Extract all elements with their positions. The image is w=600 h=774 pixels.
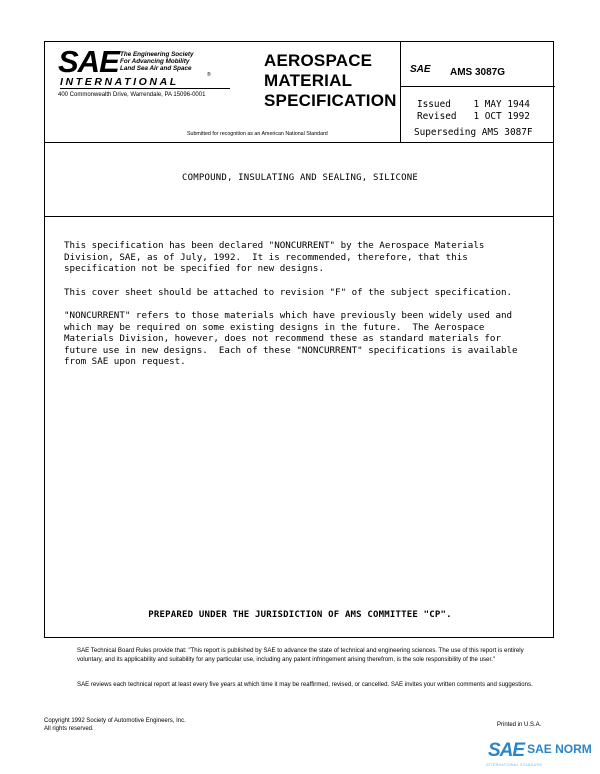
body-paragraph: This cover sheet should be attached to revision "F" of the subject specification. <box>64 287 513 298</box>
body-paragraph: "NONCURRENT" refers to those materials which have previously been widely used and which may be required on some existing designs in the future. The Aerospace Materials Division, however, does not recommend these as standard materials for future use in new designs. Each of these "NONCURRENT" specifications is available from SAE upon request. <box>64 310 518 368</box>
ams-number: AMS 3087G <box>450 67 506 78</box>
issued-date: 1 MAY 1944 <box>473 99 530 110</box>
header-divider <box>400 42 401 142</box>
title-line: MATERIAL <box>264 71 353 90</box>
subject-divider <box>44 216 554 217</box>
logo-underline <box>60 88 230 89</box>
logo-tagline <box>120 51 193 72</box>
watermark-norm: SAE NORM <box>527 742 592 756</box>
sae-mark-small: SAE <box>410 64 431 75</box>
issue-dates <box>417 99 530 123</box>
printed-in: Printed in U.S.A. <box>497 722 542 728</box>
subject-title: COMPOUND, INSULATING AND SEALING, SILICONE <box>182 173 418 183</box>
logo-international: INTERNATIONAL <box>60 76 179 88</box>
registered-mark: ® <box>207 72 211 78</box>
review-note: SAE reviews each technical report at least every five years at which time it may be reaffirmed, revised, or cancelled. SAE invites your written comments and suggestions. <box>77 681 533 688</box>
logo-tagline-line: The Engineering Society <box>120 51 194 58</box>
sae-address: 400 Commonwealth Drive, Warrendale, PA 15096-0001 <box>58 92 206 98</box>
title-line: AEROSPACE <box>264 51 373 70</box>
header-divider-h <box>400 86 555 87</box>
sae-norm-watermark <box>488 740 592 762</box>
superseding-note: Superseding AMS 3087F <box>414 127 533 138</box>
watermark-sae: SAE <box>488 740 525 761</box>
revised-label: Revised <box>417 111 457 122</box>
body-frame <box>44 143 554 638</box>
logo-tagline-line: Land Sea Air and Space <box>120 65 192 72</box>
technical-board-rules: SAE Technical Board Rules provide that: "This report is published by SAE to advance the state of technical and engineering sciences. The use of this report is entirely voluntary, and its applicability and suitability for any particular use, including any patent infringement arising therefrom, is the sole responsibility of the user." <box>77 647 524 663</box>
watermark-subtitle: INTERNATIONAL STANDARD <box>486 763 543 767</box>
document-type-title <box>264 51 397 111</box>
issued-label: Issued <box>417 99 451 110</box>
title-line: SPECIFICATION <box>264 91 397 110</box>
prepared-under-note: PREPARED UNDER THE JURISDICTION OF AMS COMMITTEE "CP". <box>148 610 452 620</box>
sae-logo-letters: SAE <box>58 44 119 79</box>
revised-date: 1 OCT 1992 <box>473 111 530 122</box>
copyright: Copyright 1992 Society of Automotive Engineers, Inc. All rights reserved. <box>44 718 186 732</box>
ansi-submission-note: Submitted for recognition as an American National Standard <box>187 131 328 137</box>
body-paragraph: This specification has been declared "NONCURRENT" by the Aerospace Materials Division, SAE, as of July, 1992. It is recommended, therefore, that this specification not be specified for new designs. <box>64 240 485 275</box>
logo-tagline-line: For Advancing Mobility <box>120 58 190 65</box>
